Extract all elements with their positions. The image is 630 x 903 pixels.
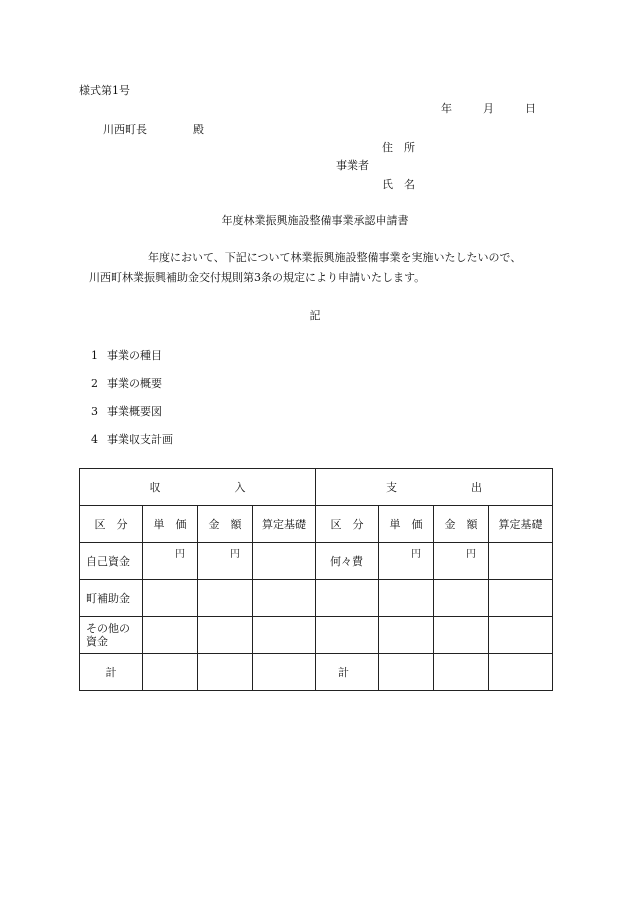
list-item [91, 347, 162, 363]
income-unit-price [143, 617, 198, 654]
document-title: 年度林業振興施設整備事業承認申請書 [221, 214, 409, 227]
form-number: 様式第1号 [79, 84, 130, 97]
col-header-amount: 金 額 [434, 506, 489, 543]
col-header-unit-price: 単 価 [379, 506, 434, 543]
expense-amount [434, 654, 489, 691]
table-row [80, 543, 553, 580]
expense-amount [434, 617, 489, 654]
ki-heading: 記 [309, 309, 321, 322]
income-basis [253, 654, 316, 691]
yen-label: 円 [230, 549, 240, 560]
table-row [80, 617, 553, 654]
expense-header-left: 支 [386, 481, 397, 494]
list-item [91, 375, 162, 391]
yen-label: 円 [411, 549, 421, 560]
expense-category: 何々費 [316, 543, 379, 580]
expense-basis [489, 543, 553, 580]
expense-basis [489, 617, 553, 654]
income-header-right: 入 [234, 481, 246, 494]
item-number: 1 [91, 349, 98, 362]
income-unit-price [143, 543, 198, 580]
expense-unit-price [379, 617, 434, 654]
address-label: 住 所 [382, 141, 415, 154]
date-line [441, 100, 536, 116]
list-item [91, 403, 162, 419]
income-amount [198, 617, 253, 654]
income-category-text: その他の資金 [86, 622, 130, 648]
item-label: 事業の種目 [107, 349, 162, 362]
income-basis [253, 580, 316, 617]
income-category [80, 617, 143, 654]
item-number: 4 [91, 433, 98, 446]
expense-basis [489, 654, 553, 691]
col-header-unit-price: 単 価 [143, 506, 198, 543]
budget-table [79, 468, 553, 691]
expense-amount [434, 543, 489, 580]
yen-label: 円 [175, 549, 185, 560]
expense-unit-price [379, 654, 434, 691]
col-header-basis: 算定基礎 [489, 506, 553, 543]
date-day: 日 [525, 102, 536, 115]
col-header-category: 区 分 [316, 506, 379, 543]
list-item [91, 431, 173, 447]
addressee [103, 121, 204, 137]
item-number: 3 [91, 405, 98, 418]
income-unit-price [143, 580, 198, 617]
date-year: 年 [441, 102, 452, 115]
income-header [80, 469, 316, 506]
expense-amount [434, 580, 489, 617]
income-basis [253, 617, 316, 654]
expense-header-right: 出 [471, 481, 482, 494]
income-amount [198, 654, 253, 691]
yen-label: 円 [466, 549, 476, 560]
income-basis [253, 543, 316, 580]
expense-category [316, 617, 379, 654]
applicant-title: 事業者 [336, 159, 369, 172]
expense-basis [489, 580, 553, 617]
table-row [80, 580, 553, 617]
body-line-2: 川西町林業振興補助金交付規則第3条の規定により申請いたします。 [89, 271, 426, 284]
name-label: 氏 名 [382, 178, 415, 191]
expense-unit-price [379, 543, 434, 580]
addressee-honorific: 殿 [193, 123, 204, 136]
item-label: 事業の概要 [107, 377, 162, 390]
date-month: 月 [483, 102, 494, 115]
expense-header [316, 469, 553, 506]
income-category: 町補助金 [80, 580, 143, 617]
item-number: 2 [91, 377, 98, 390]
item-label: 事業概要図 [107, 405, 162, 418]
addressee-name: 川西町長 [103, 123, 147, 136]
income-total-label: 計 [80, 654, 143, 691]
item-label: 事業収支計画 [107, 433, 173, 446]
col-header-basis: 算定基礎 [253, 506, 316, 543]
table-row [80, 654, 553, 691]
col-header-category: 区 分 [80, 506, 143, 543]
income-amount [198, 543, 253, 580]
expense-total-label: 計 [316, 654, 379, 691]
expense-unit-price [379, 580, 434, 617]
expense-category [316, 580, 379, 617]
income-category: 自己資金 [80, 543, 143, 580]
income-header-left: 収 [149, 481, 161, 494]
income-amount [198, 580, 253, 617]
income-unit-price [143, 654, 198, 691]
body-line-1: 年度において、下記について林業振興施設整備事業を実施いたしたいので、 [148, 251, 522, 264]
col-header-amount: 金 額 [198, 506, 253, 543]
